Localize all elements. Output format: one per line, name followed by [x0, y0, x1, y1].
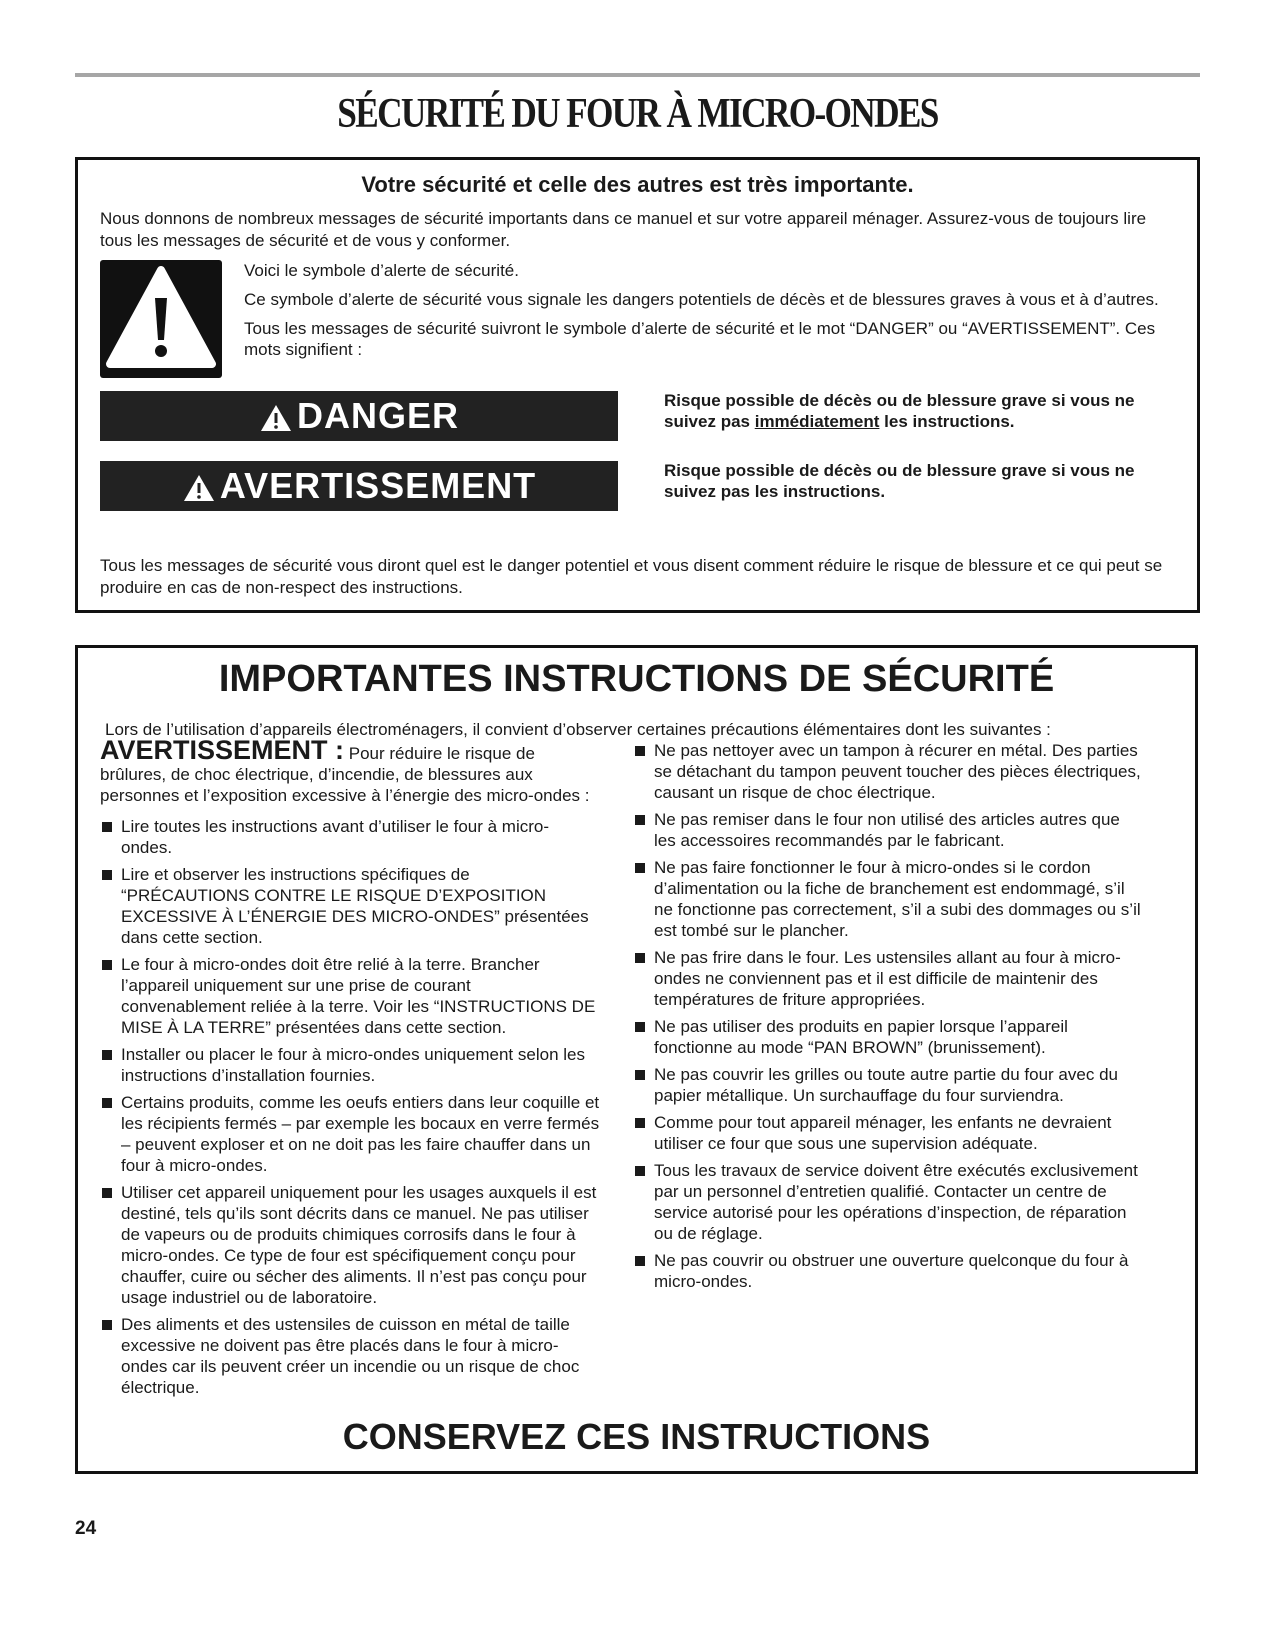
- warning-paragraph: AVERTISSEMENT : Pour réduire le risque de brûlures, de choc électrique, d’incendie, de blessures aux personnes et l’exposition excessive à l’énergie des micro-ondes :: [100, 735, 590, 805]
- danger-signal-banner: [100, 391, 618, 441]
- page-number: 24: [75, 1518, 97, 1539]
- instructions-left-column: [100, 735, 600, 1404]
- list-item: Ne pas couvrir ou obstruer une ouverture quelconque du four à micro-ondes.: [633, 1250, 1143, 1292]
- list-item: Le four à micro-ondes doit être relié à la terre. Brancher l’appareil uniquement sur une prise de courant convenablement reliée à la terre. Voir les “INSTRUCTIONS DE MISE À LA TERRE” présentées dans cette section.: [100, 954, 600, 1038]
- symbol-explanation: [244, 260, 1164, 368]
- important-instructions-box: [75, 645, 1198, 1474]
- keep-instructions-footer: CONSERVEZ CES INSTRUCTIONS: [342, 1416, 931, 1457]
- safety-alert-box: [75, 157, 1200, 613]
- list-item: Lire toutes les instructions avant d’utiliser le four à micro-ondes.: [100, 816, 600, 858]
- list-item: Lire et observer les instructions spécifiques de “PRÉCAUTIONS CONTRE LE RISQUE D’EXPOSITION EXCESSIVE À L’ÉNERGIE DES MICRO-ONDES” présentées dans cette section.: [100, 864, 600, 948]
- safety-outro: Tous les messages de sécurité vous diront quel est le danger potentiel et vous disent comment réduire le risque de blessure et ce qui peut se produire en cas de non-respect des instructions.: [100, 556, 1163, 597]
- list-item: Certains produits, comme les oeufs entiers dans leur coquille et les récipients fermés – par exemple les bocaux en verre fermés – peuvent exploser et on ne doit pas les faire chauffer dans un four à micro-ondes.: [100, 1092, 600, 1176]
- page-title: SÉCURITÉ DU FOUR À MICRO-ONDES: [337, 91, 938, 137]
- list-item: Installer ou placer le four à micro-ondes uniquement selon les instructions d’installation fournies.: [100, 1044, 600, 1086]
- safety-intro: Nous donnons de nombreux messages de sécurité importants dans ce manuel et sur votre appareil ménager. Assurez-vous de toujours lire tous les messages de sécurité et de vous y conformer.: [100, 209, 1147, 250]
- warning-description: Risque possible de décès ou de blessure grave si vous ne suivez pas les instructions.: [664, 461, 1135, 501]
- list-item: Ne pas faire fonctionner le four à micro-ondes si le cordon d’alimentation ou la fiche de branchement est endommagé, s’il ne fonctionne pas correctement, s’il a subi des dommages ou s’il est tombé sur le plancher.: [633, 857, 1143, 941]
- instructions-title: IMPORTANTES INSTRUCTIONS DE SÉCURITÉ: [218, 658, 1055, 700]
- safety-heading: Votre sécurité et celle des autres est très importante.: [361, 172, 914, 197]
- danger-description: Risque possible de décès ou de blessure grave si vous ne suivez pas immédiatement les instructions.: [664, 391, 1135, 431]
- list-item: Ne pas nettoyer avec un tampon à récurer en métal. Des parties se détachant du tampon peuvent toucher des pièces électriques, causant un risque de choc électrique.: [633, 740, 1143, 803]
- symbol-line-1: Voici le symbole d’alerte de sécurité.: [244, 261, 519, 280]
- list-item: Utiliser cet appareil uniquement pour les usages auxquels il est destiné, tels qu’ils sont décrits dans ce manuel. Ne pas utiliser de vapeurs ou de produits chimiques corrosifs dans le four à micro-ondes. Ce type de four est spécifiquement conçu pour chauffer, cuire ou sécher des aliments. Il n’est pas conçu pour usage industriel ou de laboratoire.: [100, 1182, 600, 1308]
- symbol-line-3: Tous les messages de sécurité suivront le symbole d’alerte de sécurité et le mot “DANGER” ou “AVERTISSEMENT”. Ces mots signifient :: [244, 319, 1156, 359]
- warning-signal-banner: [100, 461, 618, 511]
- symbol-line-2: Ce symbole d’alerte de sécurité vous signale les dangers potentiels de décès et de blessures graves à vous et à d’autres.: [244, 290, 1159, 309]
- list-item: Ne pas couvrir les grilles ou toute autre partie du four avec du papier métallique. Un surchauffage du four surviendra.: [633, 1064, 1143, 1106]
- list-item: Comme pour tout appareil ménager, les enfants ne devraient utiliser ce four que sous une supervision adéquate.: [633, 1112, 1143, 1154]
- list-item: Ne pas remiser dans le four non utilisé des articles autres que les accessoires recommandés par le fabricant.: [633, 809, 1143, 851]
- instructions-lead: Lors de l’utilisation d’appareils électroménagers, il convient d’observer certaines précautions élémentaires dont les suivantes :: [105, 720, 1051, 739]
- instructions-right-column: [633, 740, 1143, 1298]
- list-item: Ne pas frire dans le four. Les ustensiles allant au four à micro-ondes ne conviennent pas et il est difficile de maintenir des températures de friture appropriées.: [633, 947, 1143, 1010]
- alert-triangle-icon: [259, 403, 293, 433]
- list-item: Des aliments et des ustensiles de cuisson en métal de taille excessive ne doivent pas être placés dans le four à micro-ondes car ils peuvent créer un incendie ou un risque de choc électrique.: [100, 1314, 600, 1398]
- safety-alert-symbol-icon: [100, 260, 222, 378]
- alert-triangle-icon: [182, 473, 216, 503]
- list-item: Ne pas utiliser des produits en papier lorsque l’appareil fonctionne au mode “PAN BROWN” (brunissement).: [633, 1016, 1143, 1058]
- danger-label: DANGER: [296, 395, 459, 436]
- warning-label: AVERTISSEMENT: [219, 465, 537, 506]
- top-rule: [75, 73, 1200, 77]
- list-item: Tous les travaux de service doivent être exécutés exclusivement par un personnel d’entretien qualifié. Contacter un centre de service autorisé pour les opérations d’inspection, de réparation ou de réglage.: [633, 1160, 1143, 1244]
